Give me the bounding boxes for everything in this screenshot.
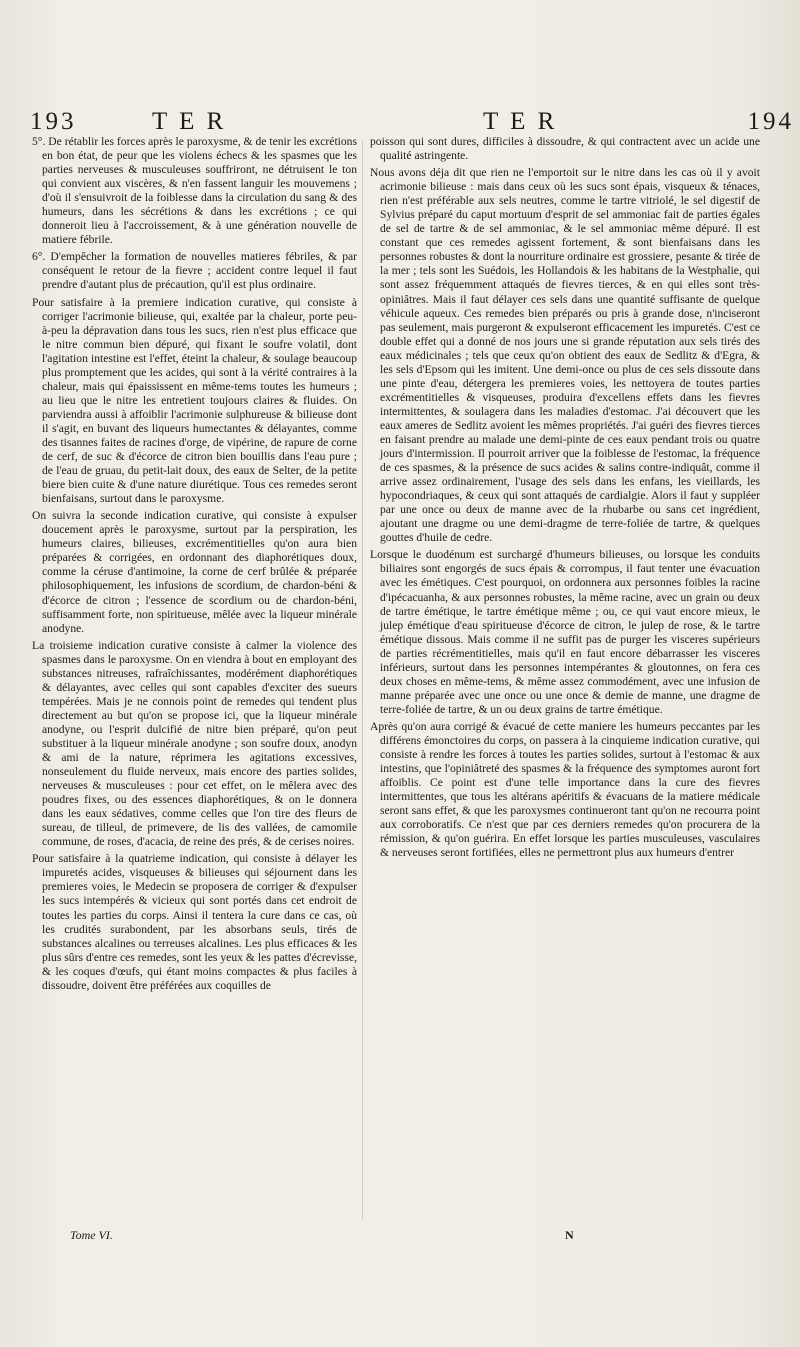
- paragraph: Lorsque le duodénum est surchargé d'humeurs bilieuses, ou lorsque les conduits biliaires sont engorgés de sucs épais & corrompus, il faut tenter une évacuation avec les émétiques. C'est pourquoi, on ordonnera aux personnes foibles la racine d'ipécacuanha, & aux personnes robustes, la même racine, avec un grain ou deux de tartre émétique, le tartre émétique même ; ou, ce qui vaut encore mieux, le julep émétique d'eau spiritueuse d'écorce de citron, le julep de rose, & le tartre émétique dissous. Mais comme il ne suffit pas de purger les visceres supérieurs de parties récrémentitielles, mais qu'il en faut encore débarrasser les visceres inférieurs, surtout dans les personnes intempérantes & gloutonnes, on fera ces deux choses en même-tems, & même assez commodément, avec une infusion de manne préparée avec une once ou une once & demie de manne, une dragme de terre-foliée de tartre, & un ou deux grains de tartre émétique.: [370, 548, 760, 716]
- signature-mark: N: [565, 1228, 574, 1242]
- paragraph: Pour satisfaire à la premiere indication curative, qui consiste à corriger l'acrimonie bilieuse, qui, exaltée par la chaleur, porte peu-à-peu la dépravation dans tous les sucs, rien n'est plus efficace que le nitre commun bien dépuré, qui fixant le soufre volatil, dont l'agitation intestine est l'effet, éteint la chaleur, & soulage beaucoup plus promptement que les acides, qui sont à la vérité contraires à la chaleur, mais qui épaississent en même-tems toutes les humeurs ; au lieu que le nitre les entretient toujours claires & fluides. On parviendra aussi à affoiblir l'acrimonie sulphureuse & bilieuse dont il s'agit, en buvant des liqueurs humectantes & délayantes, comme des tisannes faites de racines d'orge, de vipérine, de rapure de corne de cerf, de suc & d'écorce de citron bien bouillis dans l'eau pure ; de l'eau de gruau, du petit-lait doux, des eaux de Selter, de la petite biere bien cuite & d'une nature diurétique. Tous ces remedes seront bienfaisans, surtout dans le paroxysme.: [32, 295, 357, 506]
- running-title-left: T E R: [152, 108, 227, 135]
- paragraph: Après qu'on aura corrigé & évacué de cette maniere les humeurs peccantes par les différens émonctoires du corps, on passera à la cinquieme indication curative, qui consiste à rendre les forces à toutes les parties solides, surtout à l'estomac & aux intestins, que l'opiniâtreté des spasmes & la fréquence des symptomes auront fort affoiblis. Ce point est d'une telle importance dans la cure des fievres intermittentes, que tous les altérans apéritifs & évacuans de la matiere médicale seront sans effet, & que les paroxysmes continueront tant qu'on ne recourra point aux corroboratifs. Ce n'est que par ces derniers remedes qu'on procurera de la rémission, & qu'on guérira. En effet lorsque les parties musculeuses, vasculaires & nerveuses seront fortifiées, elles ne permettront plus aux humeurs d'entrer: [370, 719, 760, 860]
- page-footer: [70, 1228, 760, 1244]
- paragraph: La troisieme indication curative consiste à calmer la violence des spasmes dans le paroxysme. On en viendra à bout en employant des substances nitreuses, rafraîchissantes, modérément diaphorétiques & délayantes, avec celles qui sont capables d'exciter des sueurs tempérées. Mais je ne connois point de remedes qui tendent plus directement au but qu'on se propose ici, que la liqueur minérale anodyne, ou l'esprit dulcifié de nitre bien préparé, qu'on peut substituer à la liqueur minérale anodyne ; son soufre doux, anodyn & ami de la nature, réprimera les agitations excessives, nonseulement du fluide nerveux, mais encore des parties solides, nerveuses & musculeuses : pour cet effet, on le mêlera avec des poudres fixes, ou des essences diaphorétiques, & on le donnera dans les eaux sédatives, comme celles que l'on tire des fleurs de sureau, de tilleul, de primevere, de lis des vallées, de camomile commune, de roses, d'acacia, de reine des prés, & de cerises noires.: [32, 638, 357, 849]
- right-column: [370, 135, 760, 863]
- paragraph: 6°. D'empêcher la formation de nouvelles matieres fébriles, & par conséquent le retour de la fievre ; accident contre lequel il faut prendre d'autant plus de précaution, qu'il est plus ordinaire.: [32, 250, 357, 292]
- column-gutter: [362, 140, 363, 1220]
- running-title-right: T E R: [483, 108, 558, 135]
- paragraph: poisson qui sont dures, difficiles à dissoudre, & qui contractent avec un acide une qualité astringente.: [370, 135, 760, 163]
- page-number-left: 193: [30, 108, 77, 135]
- paragraph: 5°. De rétablir les forces après le paroxysme, & de tenir les excrétions en bon état, de peur que les violens échecs & les spasmes que les parties nerveuses & musculeuses souffriront, ne détruisent le ton qui convient aux viscères, & n'en fassent languir les mouvemens ; d'où il s'ensuivroit de la foiblesse dans la circulation du sang & des humeurs, dans les sécrétions & dans les excrétions ; ce qui donneroit lieu à l'accroissement, & à une génération nouvelle de matiere fébrile.: [32, 135, 357, 247]
- left-column: [32, 135, 357, 996]
- paragraph: On suivra la seconde indication curative, qui consiste à expulser doucement après le paroxysme, surtout par la perspiration, les humeurs claires, bilieuses, excrémentitielles qu'on aura bien préparées & corrigées, en ordonnant des diaphorétiques doux, comme la céruse d'antimoine, la corne de cerf brûlée & préparée philosophiquement, les infusions de scordium, de chardon-béni & d'écorce de citron ; l'essence de scordium ou de chardon-béni, suffisamment forte, non spiritueuse, mêlée avec la liqueur minérale anodyne.: [32, 509, 357, 635]
- page-number-right: 194: [747, 108, 794, 135]
- volume-label: Tome VI.: [70, 1228, 113, 1242]
- paragraph: Nous avons déja dit que rien ne l'emportoit sur le nitre dans les cas où il y avoit acrimonie bilieuse : mais dans ceux où les sucs sont épais, visqueux & ténaces, rien n'est préférable aux sels neutres, comme le tartre vitriolé, le sel digestif de Sylvius préparé du caput mortuum d'esprit de sel ammoniac fait de parties égales de sel de tartre & de sel ammoniac, & le sel ammoniac même dépuré. Il est constant que ces remedes agissent fortement, & sont bienfaisans dans les personnes robustes & dont la nourriture ordinaire est grossiere, pesante & tirée de la mer ; tels sont les Suédois, les Hollandois & les habitans de la Westphalie, qui sont assez fréquemment attaqués de fievres tierces, & en qui elles sont très-opiniâtres. Mais il faut délayer ces sels dans une quantité suffisante de quelque véhicule aqueux. Ces remedes bien préparés ou pris à grande dose, n'inciseront pas seulement, mais purgeront & expulseront efficacement les impuretés. C'est ce double effet qui a donné de nos jours une si grande réputation aux sels tirés des eaux médicinales ; tels que ceux qu'on obtient des eaux de Sedlitz & d'Egra, & les sels d'Epsom qui les imitent. Une demi-once ou plus de ces sels dissoute dans une pinte d'eau, détergera les premieres voies, les nettoyera de toutes parties excrémentitielles & visqueuses, produira d'excellens effets dans les fievres intermittentes, & soulagera dans les maladies d'estomac. J'ai découvert que les eaux ameres de Sedlitz avoient les mêmes propriétés. J'ai guéri des fievres tierces en faisant prendre au malade une demi-pinte de ces eaux pendant trois ou quatre jours d'intermission. Il pourroit arriver que la foiblesse de l'estomac, la fréquence de ces spasmes, & la présence de sucs acides & salins contre-indiquât, comme il arrive assez ordinairement, l'usage des sels dans les enfans, les vieillards, les hypocondriaques, & ceux qui sont attaqués de cardialgie. Alors il faut y suppléer par une once ou deux de manne avec de la rhubarbe ou sans cet ingrédient, ajoutant une dragme ou une demi-dragme de terre-foliée de tartre, & quelques gouttes d'huile de cedre.: [370, 166, 760, 545]
- paragraph: Pour satisfaire à la quatrieme indication, qui consiste à délayer les impuretés acides, visqueuses & bilieuses qui séjournent dans les premieres voies, le Medecin se proposera de corriger & d'expulser les sucs intempérés & vicieux qui sont portés dans cet endroit de toutes les parties du corps. Ainsi il tentera la cure dans ce cas, où les crudités surabondent, par les absorbans seuls, tirés de substances alcalines ou terreuses alcalines. Les plus efficaces & les plus sûrs d'entre ces remedes, sont les yeux & les pattes d'écrevisse, & les coques d'œufs, qui étant moins compactes & plus faciles à dissoudre, doivent être préférées aux coquilles de: [32, 852, 357, 992]
